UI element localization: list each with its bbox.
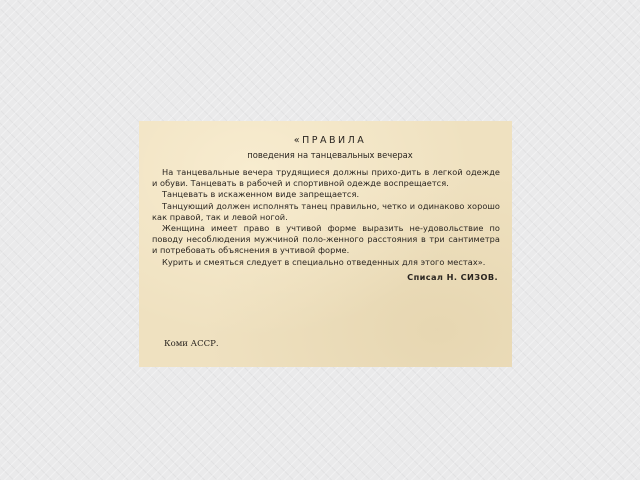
rule-paragraph: Женщина имеет право в учтивой форме выразить не-удовольствие по поводу несоблюдения мужчиной поло-женного расстояния в три сантиметра и потребовать объяснения в учтивой форме.: [152, 223, 500, 256]
rule-paragraph: Танцующий должен исполнять танец правильно, четко и одинаково хорошо как правой, так и левой ногой.: [152, 200, 500, 222]
rule-paragraph: На танцевальные вечера трудящиеся должны прихо-дить в легкой одежде и обуви. Танцевать в рабочей и спортивной одежде воспрещается.: [152, 167, 500, 189]
newspaper-clipping: [139, 121, 512, 367]
clipping-title: «ПРАВИЛА: [293, 135, 367, 146]
rules-list: [152, 167, 500, 268]
place-note: Коми АССР.: [164, 339, 219, 349]
signature: Списал Н. СИЗОВ.: [407, 271, 498, 282]
rule-paragraph: Танцевать в искаженном виде запрещается.: [162, 189, 360, 200]
rule-paragraph: Курить и смеяться следует в специально отведенных для этого местах».: [162, 256, 486, 267]
clipping-subtitle: поведения на танцевальных вечерах: [247, 150, 413, 160]
